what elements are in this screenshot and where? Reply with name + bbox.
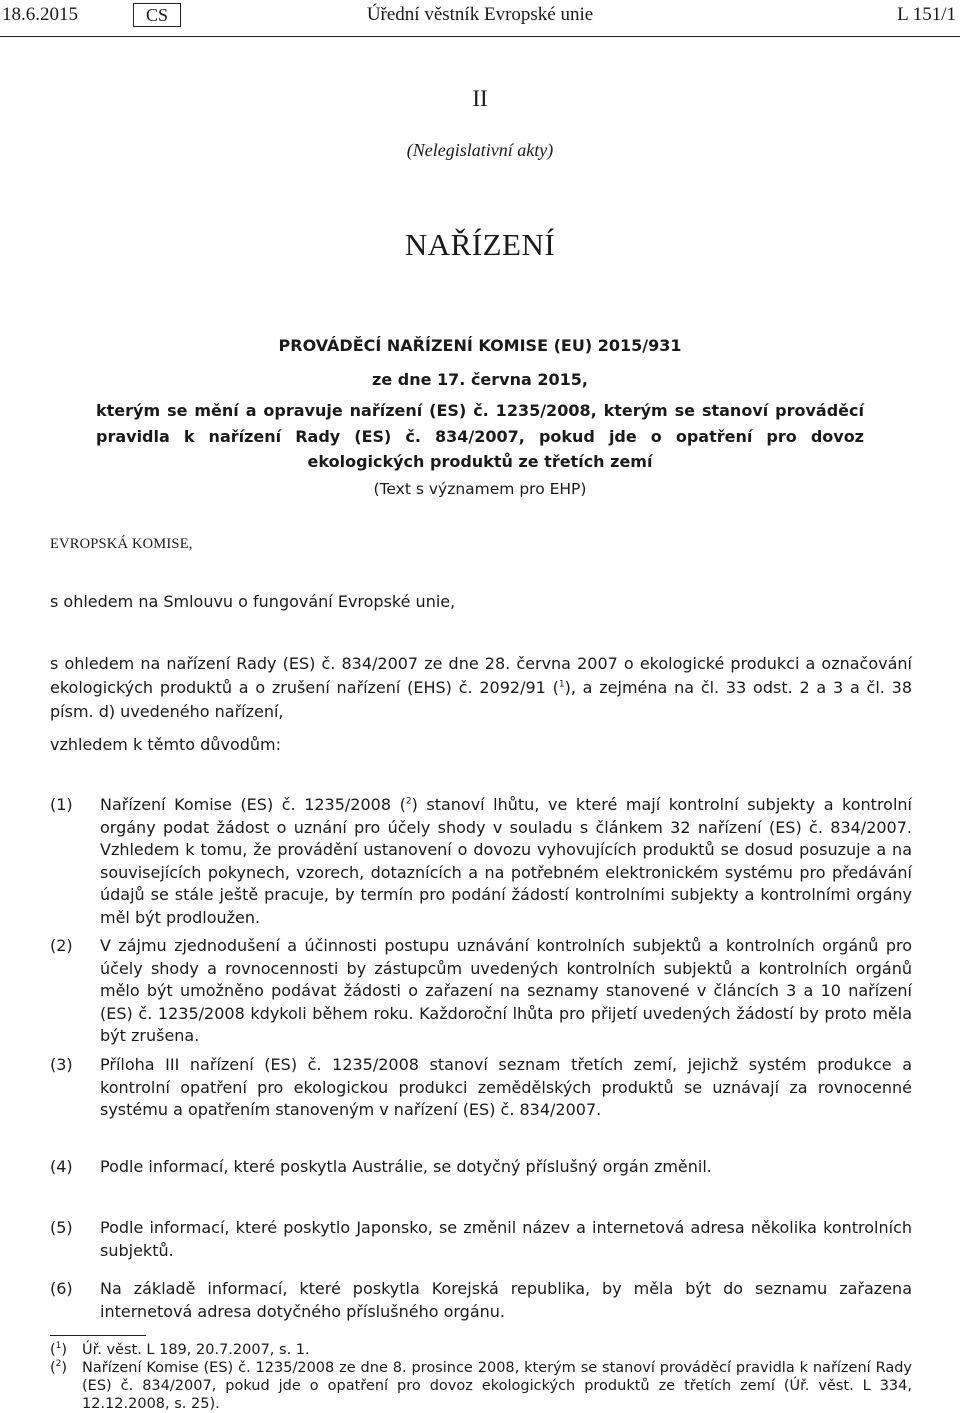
eea-relevance: (Text s významem pro EHP) [373,480,587,498]
footnote-number: ($^1$) [50,1341,68,1358]
whereas-clause: vzhledem k těmto důvodům: [50,735,281,754]
regulation-title: PROVÁDĚCÍ NAŘÍZENÍ KOMISE (EU) 2015/931 [278,336,682,355]
footnote-number-value: 2 [55,1359,62,1370]
institution-name: EVROPSKÁ KOMISE, [50,536,193,552]
nonlegislative-label: (Nelegislativní akty) [406,140,554,160]
footnote-text: Úř. věst. L 189, 20.7.2007, s. 1. [82,1342,310,1358]
publication-date: 18.6.2015 [2,4,78,25]
having-regard-regulation [50,652,912,724]
recital-text-b: ) stanoví lhůtu, ve které mají kontrolní subjekty a kontrolní orgány podat žádost o uznání pro účely shody v souladu s článkem 32 nařízení (ES) č. 834/2007. Vzhledem k tomu, že provádění ustanovení o dovozu vyhovujících produktů se dosud posuzuje a na souvisejících pokynech, vzorech, dotaznících a na potřebném elektronickém systému pro předávání údajů se stále ještě pracuje, by termín pro podání žádostí kontrolními subjekty a kontrolními orgány měl být prodloužen. [100,795,913,927]
journal-header [0,0,960,37]
recital-number: (6) [50,1279,73,1298]
part-number: II [472,86,488,111]
regulation-subject: kterým se mění a opravuje nařízení (ES) č. 1235/2008, kterým se stanoví prováděcí pravidla k nařízení Rady (ES) č. 834/2007, pokud jde o opatření pro dovoz ekologických produktů ze třetích zemí [96,401,864,471]
footnote-ref-1: 1 [558,679,565,690]
footnote-divider [50,1335,146,1336]
recital-number: (1) [50,795,73,814]
having-regard-text-a: s ohledem na nařízení Rady (ES) č. 834/2007 ze dne 28. června 2007 o ekologické produkci a označování ekologických produktů a o zrušení nařízení (EHS) č. 2092/91 ( [50,654,912,697]
regulation-date: ze dne 17. června 2015, [372,370,588,389]
recital-text: Příloha III nařízení (ES) č. 1235/2008 stanoví seznam třetích zemí, jejichž systém produkce a kontrolní opatření pro ekologickou produkci zemědělských produktů se uznávají za rovnocenné systému a opatřením stanoveným v nařízení (ES) č. 834/2007. [100,1055,912,1119]
language-badge: CS [133,3,181,27]
journal-title: Úřední věstník Evropské unie [366,4,594,25]
footnote-number: ($^2$) [50,1359,68,1376]
footnote-text: Nařízení Komise (ES) č. 1235/2008 ze dne 8. prosince 2008, kterým se stanoví prováděcí pravidla k nařízení Rady (ES) č. 834/2007, pokud jde o opatření pro dovoz ekologických produktů ze třetích zemí (Úř. věst. L 334, 12.12.2008, s. 25). [82,1360,912,1412]
recital-number: (4) [50,1157,73,1176]
recital-text: Na základě informací, které poskytla Korejská republika, by měla být do seznamu zařazena internetová adresa dotyčného příslušného orgánu. [100,1279,912,1321]
recital-text-a: Nařízení Komise (ES) č. 1235/2008 ( [100,795,406,814]
having-regard-treaty: s ohledem na Smlouvu o fungování Evropské unie, [50,592,456,611]
having-regard-text-b: ), a zejména na čl. 33 odst. 2 a 3 a čl. 38 písm. d) uvedeného nařízení, [50,678,913,721]
recital-text: Podle informací, které poskytla Austrálie, se dotyčný příslušný orgán změnil. [100,1157,712,1176]
recital-text [100,794,912,929]
page-number: L 151/1 [897,4,956,25]
footnote-number-value: 1 [55,1341,62,1352]
recital-text: V zájmu zjednodušení a účinnosti postupu uznávání kontrolních subjektů a kontrolních orgánů pro účely shody a rovnocennosti by zástupcům uvedených kontrolních subjektů a kontrolních orgánů mělo být umožněno podávat žádosti o zařazení na seznamy stanovené v článcích 3 a 10 nařízení (ES) č. 1235/2008 kdykoli během roku. Každoroční lhůta pro přijetí uvedených žádostí by proto měla být zrušena. [100,936,912,1045]
recital-number: (3) [50,1055,73,1074]
recital-number: (2) [50,936,73,955]
footnote-ref-2: 2 [405,796,412,807]
recital-text: Podle informací, které poskytlo Japonsko, se změnil název a internetová adresa několika kontrolních subjektů. [100,1218,912,1260]
recital-number: (5) [50,1218,73,1237]
act-type-heading: NAŘÍZENÍ [404,227,556,262]
